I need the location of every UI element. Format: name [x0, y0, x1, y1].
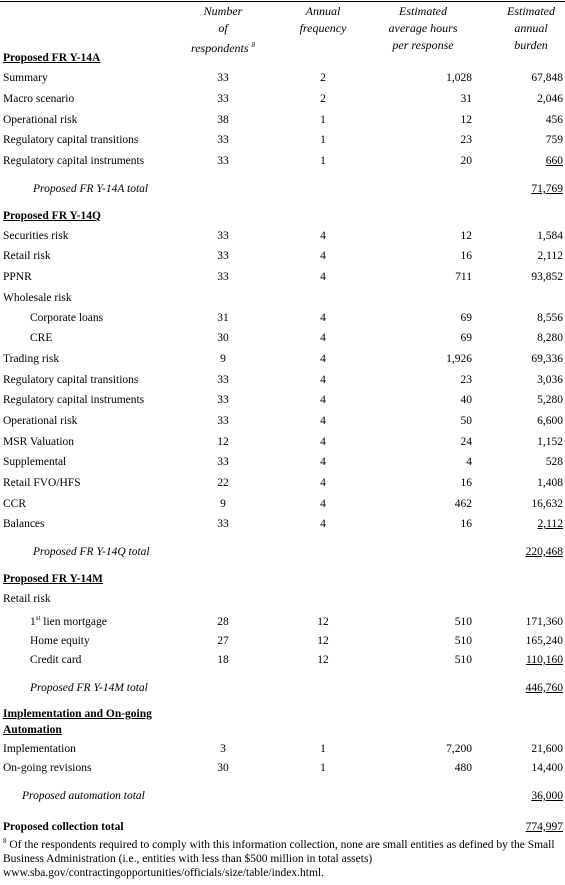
row-burden: 8,280: [537, 332, 563, 344]
table-row: [0, 739, 565, 759]
row-respondents: 30: [217, 762, 229, 774]
row-burden: 14,400: [531, 762, 563, 774]
row-label: Macro scenario: [3, 93, 75, 105]
row-burden: 21,600: [531, 743, 563, 755]
row-hours: 12: [460, 114, 472, 126]
row-respondents: 9: [220, 353, 226, 365]
row-hours: 20: [460, 155, 472, 167]
footnote-text: Of the respondents required to comply with this information collection, none are small entities as defined by the Small Business Administration (i.e., entities with less than $500 million in total assets) www.sba.gov/contractingopportunities/officials/size/table/index.html.: [3, 839, 555, 879]
table-row: [0, 226, 565, 246]
section-title-text: Automation: [3, 724, 62, 736]
row-frequency: 4: [320, 312, 326, 324]
table-row: [0, 267, 565, 287]
row-frequency: 4: [320, 230, 326, 242]
header-respondents-line2: of: [218, 21, 228, 35]
row-frequency: 2: [320, 72, 326, 84]
row-burden: 6,600: [537, 415, 563, 427]
row-burden: 171,360: [525, 616, 563, 628]
header-frequency-line1: Annual: [305, 4, 341, 18]
row-label: Regulatory capital instruments: [3, 394, 145, 406]
row-burden: 165,240: [525, 635, 563, 647]
row-hours: 16: [460, 250, 472, 262]
table-row: [0, 328, 565, 348]
row-burden: 1,152: [537, 436, 563, 448]
row-frequency: 4: [320, 353, 326, 365]
row-burden: 93,852: [531, 271, 563, 283]
subtotal-row-automation: [0, 786, 565, 806]
row-frequency: 1: [320, 743, 326, 755]
row-respondents: 33: [217, 415, 229, 427]
row-frequency: 1: [320, 155, 326, 167]
row-respondents: 38: [217, 114, 229, 126]
row-hours: 510: [454, 635, 472, 647]
row-label-number: 1: [30, 616, 36, 628]
row-label: Regulatory capital transitions: [3, 134, 139, 146]
row-label: Regulatory capital instruments: [3, 155, 145, 167]
table-row: [0, 452, 565, 472]
row-frequency: 4: [320, 498, 326, 510]
row-label: Credit card: [30, 654, 82, 666]
row-hours: 24: [460, 436, 472, 448]
row-label: CRE: [30, 332, 53, 344]
header-burden-line1: Estimated: [507, 4, 555, 18]
table-row: [0, 390, 565, 410]
row-hours: 69: [460, 312, 472, 324]
row-hours: 16: [460, 477, 472, 489]
subtotal-value: 220,468: [525, 546, 563, 558]
header-hours-line3: per response: [392, 38, 454, 52]
row-respondents: 33: [217, 374, 229, 386]
table-row: [0, 110, 565, 130]
header-hours-line2: average hours: [388, 21, 458, 35]
table-row: [0, 650, 565, 670]
section-title-text: Proposed FR Y-14A: [3, 52, 101, 64]
header-respondents-line1: Number: [203, 4, 243, 18]
row-respondents: 31: [217, 312, 229, 324]
row-hours: 12: [460, 230, 472, 242]
row-label: Home equity: [30, 635, 90, 647]
row-frequency: 12: [317, 635, 329, 647]
section-title-y14a: [0, 48, 565, 68]
row-label: Retail risk: [3, 593, 51, 605]
table-row: [0, 151, 565, 171]
section-title-y14q: [0, 206, 565, 226]
header-hours-line1: Estimated: [399, 4, 447, 18]
row-burden: 110,160: [526, 654, 563, 666]
table-row: [0, 473, 565, 493]
table-row: [0, 89, 565, 109]
row-frequency: 4: [320, 332, 326, 344]
subtotal-label: Proposed automation total: [22, 790, 145, 802]
row-label-ordinal: st: [35, 614, 41, 623]
row-respondents: 18: [217, 654, 229, 666]
header-frequency-line2: frequency: [299, 21, 347, 35]
row-frequency: 4: [320, 271, 326, 283]
row-frequency: 4: [320, 518, 326, 530]
row-label-rest: lien mortgage: [40, 616, 107, 628]
row-burden: 2,112: [537, 250, 563, 262]
row-respondents: 33: [217, 456, 229, 468]
row-label: Retail FVO/HFS: [3, 477, 81, 489]
grand-total-label: Proposed collection total: [3, 821, 124, 833]
row-frequency: 12: [317, 654, 329, 666]
row-frequency: 1: [320, 762, 326, 774]
table-row: [0, 308, 565, 328]
row-hours: 23: [460, 374, 472, 386]
table-row: [0, 612, 565, 632]
row-respondents: 9: [220, 498, 226, 510]
table-row: [0, 68, 565, 88]
row-hours: 4: [466, 456, 472, 468]
row-label: On-going revisions: [3, 762, 92, 774]
subtotal-row-y14a: [0, 179, 565, 199]
row-burden: 16,632: [531, 498, 563, 510]
subtotal-label: Proposed FR Y-14Q total: [33, 546, 150, 558]
row-burden: 69,336: [531, 353, 563, 365]
subtotal-value: 71,769: [531, 183, 563, 195]
row-respondents: 33: [217, 250, 229, 262]
table-row: [0, 631, 565, 651]
subtotal-value: 36,000: [531, 790, 563, 802]
row-burden: 1,584: [537, 230, 563, 242]
header-hours: [378, 3, 468, 54]
row-respondents: 30: [217, 332, 229, 344]
row-burden: 2,112: [537, 518, 563, 530]
row-label: Supplemental: [3, 456, 67, 468]
row-burden: 660: [545, 155, 563, 167]
row-respondents: 33: [217, 72, 229, 84]
grand-total-row: [0, 817, 565, 837]
section-title-text: Proposed FR Y-14Q: [3, 210, 101, 222]
row-burden: 3,036: [537, 374, 563, 386]
row-label: PPNR: [3, 271, 32, 283]
row-hours: 16: [460, 518, 472, 530]
table-row: [0, 370, 565, 390]
subtotal-value: 446,760: [525, 682, 563, 694]
row-respondents: 33: [217, 134, 229, 146]
subtotal-label: Proposed FR Y-14A total: [33, 183, 149, 195]
row-burden: 8,556: [537, 312, 563, 324]
row-hours: 462: [454, 498, 472, 510]
footnote-mark: 8: [3, 837, 7, 846]
row-label: MSR Valuation: [3, 436, 75, 448]
row-respondents: 28: [217, 616, 229, 628]
table-row: [0, 758, 565, 778]
row-burden: 1,408: [537, 477, 563, 489]
header-burden: [495, 3, 565, 54]
row-frequency: 4: [320, 436, 326, 448]
footnote: [3, 838, 563, 880]
row-respondents: 27: [217, 635, 229, 647]
row-burden: 2,046: [537, 93, 563, 105]
row-label: Wholesale risk: [3, 292, 72, 304]
row-frequency: 4: [320, 394, 326, 406]
subtotal-row-y14m: [0, 678, 565, 698]
table-row: [0, 411, 565, 431]
row-frequency: 1: [320, 114, 326, 126]
row-respondents: 33: [217, 93, 229, 105]
row-burden: 5,280: [537, 394, 563, 406]
row-frequency: 1: [320, 134, 326, 146]
row-respondents: 33: [217, 230, 229, 242]
row-label: CCR: [3, 498, 27, 510]
table-row: [0, 349, 565, 369]
row-respondents: 3: [220, 743, 226, 755]
row-frequency: 4: [320, 477, 326, 489]
table-row: [0, 514, 565, 534]
table-row: [0, 432, 565, 452]
row-respondents: 12: [217, 436, 229, 448]
row-frequency: 2: [320, 93, 326, 105]
row-frequency: 4: [320, 374, 326, 386]
row-burden: 759: [545, 134, 563, 146]
row-frequency: 4: [320, 250, 326, 262]
row-hours: 40: [460, 394, 472, 406]
header-respondents-text: respondents: [190, 41, 249, 55]
header-frequency: [288, 3, 358, 37]
row-respondents: 22: [217, 477, 229, 489]
header-footnote-ref: 8: [251, 41, 256, 49]
header-burden-line3: burden: [514, 38, 548, 52]
row-hours: 7,200: [446, 743, 472, 755]
row-hours: 23: [460, 134, 472, 146]
row-label: Operational risk: [3, 114, 78, 126]
section-title-y14m: [0, 569, 565, 589]
subtotal-label: Proposed FR Y-14M total: [30, 682, 148, 694]
row-hours: 69: [460, 332, 472, 344]
subtotal-row-y14q: [0, 542, 565, 562]
table-row: [0, 246, 565, 266]
row-label: Retail risk: [3, 250, 51, 262]
row-burden: 456: [545, 114, 563, 126]
row-label: Trading risk: [3, 353, 60, 365]
table-row: [0, 589, 565, 609]
row-label: Corporate loans: [30, 312, 104, 324]
row-label: Operational risk: [3, 415, 78, 427]
header-burden-line2: annual: [514, 21, 548, 35]
table-row: [0, 288, 565, 308]
row-label: Implementation: [3, 743, 76, 755]
row-hours: 31: [460, 93, 472, 105]
section-title-text: Implementation and On-going: [3, 708, 152, 720]
row-respondents: 33: [217, 394, 229, 406]
row-frequency: 4: [320, 415, 326, 427]
grand-total-value: 774,997: [525, 821, 563, 833]
row-label: Summary: [3, 72, 48, 84]
row-hours: 510: [454, 616, 472, 628]
row-respondents: 33: [217, 518, 229, 530]
row-burden: 67,848: [531, 72, 563, 84]
row-label: Securities risk: [3, 230, 69, 242]
section-title-text: Proposed FR Y-14M: [3, 573, 103, 585]
header-rule: [0, 1, 565, 2]
row-burden: 528: [545, 456, 563, 468]
row-label: Regulatory capital transitions: [3, 374, 139, 386]
row-frequency: 4: [320, 456, 326, 468]
row-hours: 50: [460, 415, 472, 427]
table-row: [0, 494, 565, 514]
row-label: [30, 612, 107, 632]
table-row: [0, 130, 565, 150]
row-hours: 1,926: [446, 353, 472, 365]
row-respondents: 33: [217, 155, 229, 167]
row-hours: 480: [454, 762, 472, 774]
row-respondents: 33: [217, 271, 229, 283]
row-hours: 1,028: [446, 72, 472, 84]
row-frequency: 12: [317, 616, 329, 628]
section-title-automation-line2: [0, 720, 565, 740]
row-hours: 711: [455, 271, 472, 283]
row-label: Balances: [3, 518, 45, 530]
row-hours: 510: [454, 654, 472, 666]
